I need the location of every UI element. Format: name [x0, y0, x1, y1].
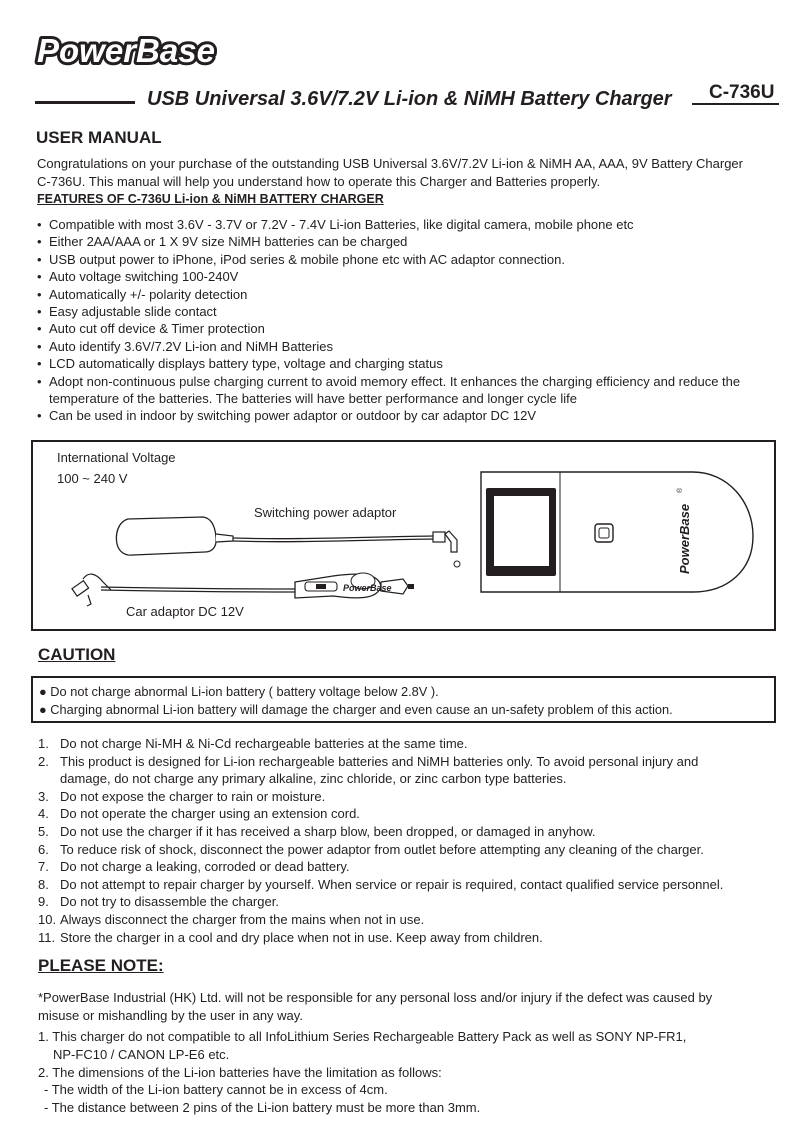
title-rule-left [35, 101, 135, 104]
rule-item: 4. Do not operate the charger using an extension cord. [38, 806, 360, 822]
user-manual-heading: USER MANUAL [36, 128, 162, 147]
features-heading: FEATURES OF C-736U Li-ion & NiMH BATTERY CHARGER [37, 192, 384, 206]
charger-brand: PowerBase [677, 503, 692, 574]
adaptors-illustration [33, 442, 774, 629]
safety-rules-list [38, 735, 778, 946]
rule-item: 2. This product is designed for Li-ion rechargeable batteries and NiMH batteries only. To avoid personal injury and damage, do not charge any primary alkaline, zinc chloride, or zinc carbon type batteries. [38, 753, 699, 787]
car-plug-brand: PowerBase [343, 583, 392, 593]
feature-item: • Easy adjustable slide contact [37, 304, 217, 320]
feature-item: • Auto identify 3.6V/7.2V Li-ion and NiMH Batteries [37, 338, 333, 354]
rule-item: 8. Do not attempt to repair charger by yourself. When service or repair is required, contact qualified service personnel. [38, 876, 724, 892]
car-adaptor-label: Car adaptor DC 12V [126, 604, 244, 619]
feature-item: • Can be used in indoor by switching power adaptor or outdoor by car adaptor DC 12V [37, 408, 537, 424]
note-line: *PowerBase Industrial (HK) Ltd. will not be responsible for any personal loss and/or injury if the defect was caused by [38, 990, 713, 1005]
intro-line-2: C-736U. This manual will help you understand how to operate this Charger and Batteries properly. [37, 174, 601, 189]
caution-item: ● Charging abnormal Li-ion battery will damage the charger and even cause an un-safety problem of this action. [39, 702, 673, 717]
caution-box [31, 676, 776, 723]
feature-item: • Auto cut off device & Timer protection [37, 321, 265, 337]
rule-item: 10. Always disconnect the charger from the mains when not in use. [38, 911, 425, 927]
feature-item: • Auto voltage switching 100-240V [37, 269, 239, 285]
feature-item: • Adopt non-continuous pulse charging current to avoid memory effect. It enhances the charging efficiency and reduce the temperature of the batteries. The batteries will have better performance and longer cycle life [37, 373, 741, 407]
feature-item: • Compatible with most 3.6V - 3.7V or 7.2V - 7.4V Li-ion Batteries, like digital camera, mobile phone etc [37, 217, 634, 232]
rule-item: 3. Do not expose the charger to rain or moisture. [38, 788, 326, 804]
switching-adaptor-label: Switching power adaptor [254, 505, 397, 520]
logo-text: PowerBase [37, 32, 215, 69]
intro-line-1: Congratulations on your purchase of the outstanding USB Universal 3.6V/7.2V Li-ion & NiMH AA, AAA, 9V Battery Charger [37, 156, 743, 171]
model-number: C-736U [709, 82, 775, 103]
powerbase-logo [33, 30, 238, 72]
registered-mark: ® [677, 487, 684, 493]
note-line: - The width of the Li-ion battery cannot be in excess of 4cm. [44, 1082, 388, 1097]
wall-adaptor-body [116, 517, 216, 555]
feature-item: • Either 2AA/AAA or 1 X 9V size NiMH batteries can be charged [37, 234, 408, 250]
rule-item: 6. To reduce risk of shock, disconnect the power adaptor from outlet before attempting any cleaning of the charger. [38, 841, 704, 857]
rule-item: 1. Do not charge Ni-MH & Ni-Cd rechargeable batteries at the same time. [38, 736, 468, 751]
bullet-icon: ● [39, 684, 51, 699]
model-rule [692, 103, 779, 105]
note-line: misuse or mishandling by the user in any way. [38, 1008, 303, 1023]
charger-illustration [481, 472, 753, 592]
please-note-heading: PLEASE NOTE: [38, 956, 164, 975]
voltage-range-label: 100 ~ 240 V [57, 471, 128, 486]
product-diagram [31, 440, 776, 631]
document-title: USB Universal 3.6V/7.2V Li-ion & NiMH Battery Charger [147, 88, 672, 110]
note-line: 1. This charger do not compatible to all InfoLithium Series Rechargeable Battery Pack as well as SONY NP-FR1, [38, 1029, 687, 1044]
note-line: - The distance between 2 pins of the Li-ion battery must be more than 3mm. [44, 1100, 481, 1115]
intl-voltage-label: International Voltage [57, 450, 176, 465]
rule-item: 5. Do not use the charger if it has received a sharp blow, been dropped, or damaged in anyhow. [38, 823, 596, 839]
note-line: NP-FC10 / CANON LP-E6 etc. [53, 1047, 230, 1062]
caution-item: ● Do not charge abnormal Li-ion battery ( battery voltage below 2.8V ). [39, 684, 439, 699]
feature-item: • Automatically +/- polarity detection [37, 286, 248, 302]
rule-item: 7. Do not charge a leaking, corroded or dead battery. [38, 859, 350, 875]
feature-item: • LCD automatically displays battery type, voltage and charging status [37, 356, 443, 372]
caution-heading: CAUTION [38, 645, 116, 664]
features-list [37, 216, 787, 425]
note-line: 2. The dimensions of the Li-ion batteries have the limitation as follows: [38, 1065, 442, 1080]
feature-item: • USB output power to iPhone, iPod series & mobile phone etc with AC adaptor connection. [37, 251, 565, 267]
dc-plug-icon [445, 531, 457, 552]
rule-item: 9. Do not try to disassemble the charger. [38, 894, 279, 910]
bullet-icon: ● [39, 702, 51, 717]
rule-item: 11. Store the charger in a cool and dry place when not in use. Keep away from children. [38, 929, 543, 945]
